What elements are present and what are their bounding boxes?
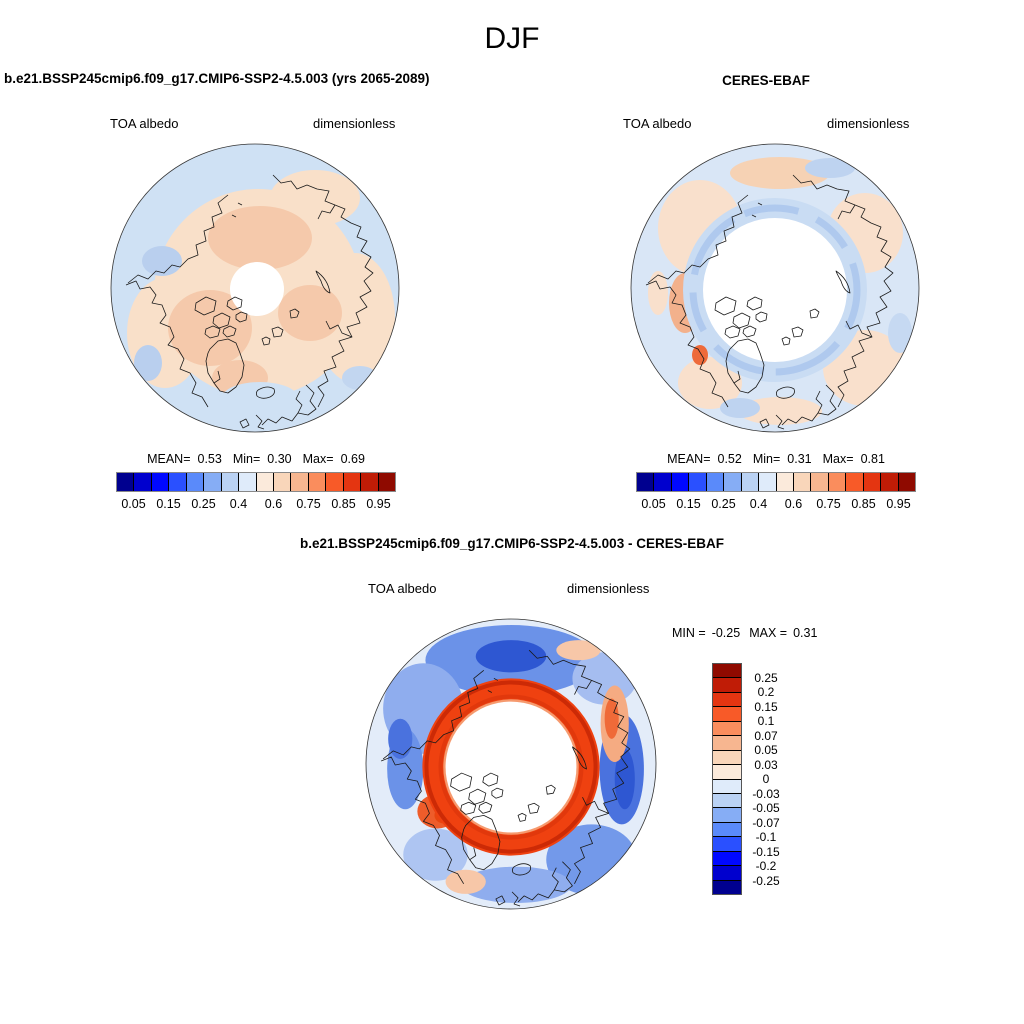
min-label: Min= <box>232 452 261 466</box>
colorbar-tick-label: 0.85 <box>851 497 876 511</box>
colorbar-tick-label: -0.2 <box>755 859 777 873</box>
obs-map <box>630 143 920 433</box>
mean-label: MEAN= <box>147 452 191 466</box>
colorbar-tick-label: 0.25 <box>754 670 778 685</box>
obs-units-label: dimensionless <box>827 116 910 131</box>
model-map <box>110 143 400 433</box>
diff-colorbar <box>712 663 780 895</box>
colorbar-tick-label: -0.05 <box>752 801 780 815</box>
season-title: DJF <box>484 22 540 55</box>
colorbar-tick-label: 0.25 <box>191 497 216 511</box>
diff-units-label: dimensionless <box>567 581 650 596</box>
colorbar-tick-label: 0.75 <box>816 497 841 511</box>
model-map-surface <box>111 144 399 432</box>
colorbar-tick-label: 0.95 <box>886 497 911 511</box>
colorbar-tick-label: -0.07 <box>752 815 780 830</box>
mean-value: 0.52 <box>717 452 742 466</box>
diff-panel-title: b.e21.BSSP245cmip6.f09_g17.CMIP6-SSP2-4.5.003 - CERES-EBAF <box>300 536 724 551</box>
colorbar-tick-label: 0.05 <box>641 497 666 511</box>
diff-map-surface <box>366 619 656 909</box>
colorbar-tick-label: 0.85 <box>331 497 356 511</box>
obs-colorbar <box>636 472 916 511</box>
min-value: 0.31 <box>787 452 812 466</box>
colorbar-ticks <box>712 663 780 895</box>
colorbar-tick-label: 0.05 <box>121 497 146 511</box>
colorbar-tick-label: 0 <box>762 772 770 786</box>
min-label: Min= <box>752 452 781 466</box>
mean-value: 0.53 <box>197 452 222 466</box>
colorbar-tick-label: -0.25 <box>752 873 780 888</box>
max-value: 0.31 <box>793 626 818 640</box>
min-value: 0.30 <box>267 452 292 466</box>
colorbar-tick-label: -0.1 <box>755 830 777 844</box>
model-panel-title: b.e21.BSSP245cmip6.f09_g17.CMIP6-SSP2-4.5.003 (yrs 2065-2089) <box>4 71 430 86</box>
diff-stats <box>672 626 817 640</box>
obs-stats <box>636 452 916 466</box>
colorbar-ticks <box>636 472 916 511</box>
diff-map <box>365 618 657 910</box>
colorbar-tick-label: 0.4 <box>749 497 768 511</box>
max-label: Max= <box>302 452 334 466</box>
colorbar-tick-label: 0.15 <box>676 497 701 511</box>
max-label: MAX = <box>749 626 788 640</box>
model-units-label: dimensionless <box>313 116 396 131</box>
colorbar-tick-label: 0.4 <box>229 497 248 511</box>
colorbar-tick-label: 0.1 <box>757 714 775 728</box>
colorbar-tick-label: 0.03 <box>754 757 778 772</box>
colorbar-tick-label: 0.6 <box>784 497 803 511</box>
max-value: 0.69 <box>340 452 365 466</box>
colorbar-ticks <box>116 472 396 511</box>
colorbar-tick-label: -0.15 <box>752 844 780 859</box>
obs-map-surface <box>631 144 919 432</box>
colorbar-tick-label: 0.05 <box>754 743 778 757</box>
colorbar-tick-label: 0.6 <box>264 497 283 511</box>
colorbar-tick-label: 0.25 <box>711 497 736 511</box>
mean-label: MEAN= <box>667 452 711 466</box>
colorbar-tick-label: 0.15 <box>156 497 181 511</box>
model-stats <box>116 452 396 466</box>
min-value: -0.25 <box>711 626 741 640</box>
colorbar-tick-label: -0.03 <box>752 786 780 801</box>
max-label: Max= <box>822 452 854 466</box>
obs-panel-title: CERES-EBAF <box>722 73 810 88</box>
model-colorbar <box>116 472 396 511</box>
model-field-label: TOA albedo <box>110 116 179 131</box>
colorbar-tick-label: 0.2 <box>757 685 775 699</box>
min-label: MIN = <box>672 626 706 640</box>
diff-field-label: TOA albedo <box>368 581 437 596</box>
colorbar-tick-label: 0.07 <box>754 728 778 743</box>
max-value: 0.81 <box>860 452 885 466</box>
colorbar-tick-label: 0.75 <box>296 497 321 511</box>
colorbar-tick-label: 0.95 <box>366 497 391 511</box>
colorbar-tick-label: 0.15 <box>754 699 778 714</box>
obs-field-label: TOA albedo <box>623 116 692 131</box>
